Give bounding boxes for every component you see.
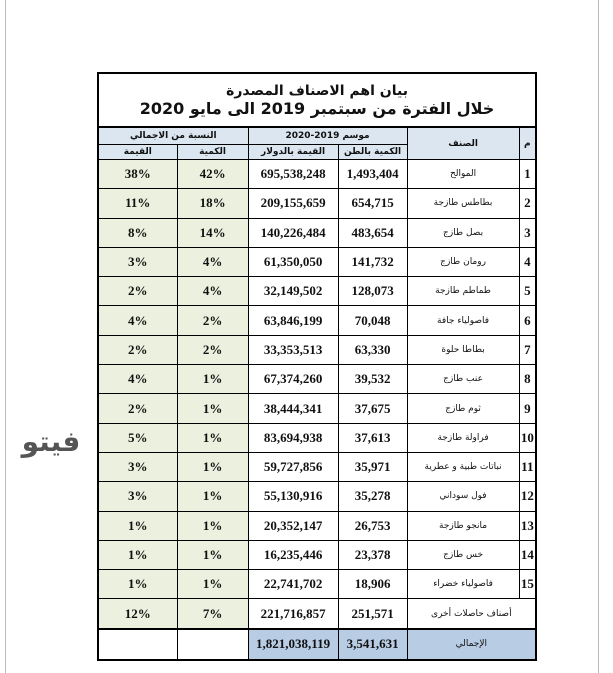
row-qty: 654,715: [338, 189, 407, 218]
row-item: فراولة طازجة: [407, 423, 519, 452]
table-title: [98, 73, 536, 127]
row-index: 13: [519, 511, 536, 540]
row-item: خس طازج: [407, 540, 519, 569]
table-row: [98, 540, 536, 569]
row-item: طماطم طازجة: [407, 277, 519, 306]
row-share-qty: 1%: [177, 540, 248, 569]
row-qty: 141,732: [338, 247, 407, 276]
row-qty: 63,330: [338, 335, 407, 364]
row-item: الموالح: [407, 160, 519, 189]
row-share-value: 4%: [98, 306, 177, 335]
row-share-qty: 1%: [177, 511, 248, 540]
watermark-logo: فيتو: [21, 425, 81, 458]
row-share-value: 5%: [98, 423, 177, 452]
row-qty: 1,493,404: [338, 160, 407, 189]
row-value: 20,352,147: [248, 511, 338, 540]
row-share-qty: 1%: [177, 423, 248, 452]
row-index: 6: [519, 306, 536, 335]
other-item: أصناف حاصلات أخرى: [407, 599, 536, 629]
row-item: بطاطا حلوة: [407, 335, 519, 364]
row-share-value: 11%: [98, 189, 177, 218]
page-edge-right: [598, 0, 599, 673]
table-row: [98, 306, 536, 335]
row-value: 59,727,856: [248, 452, 338, 481]
row-value: 32,149,502: [248, 277, 338, 306]
row-share-qty: 14%: [177, 218, 248, 247]
row-value: 67,374,260: [248, 365, 338, 394]
header-share-value: القيمة: [98, 145, 177, 160]
row-value: 16,235,446: [248, 540, 338, 569]
table-row: [98, 247, 536, 276]
row-item: فاصولياء جافة: [407, 306, 519, 335]
table-row: [98, 423, 536, 452]
row-index: 1: [519, 160, 536, 189]
header-item: الصنف: [407, 127, 519, 160]
row-share-value: 3%: [98, 452, 177, 481]
row-index: 9: [519, 394, 536, 423]
row-value: 38,444,341: [248, 394, 338, 423]
total-qty: 3,541,631: [338, 629, 407, 660]
table-row: [98, 277, 536, 306]
table-row: [98, 189, 536, 218]
row-index: 14: [519, 540, 536, 569]
title-line-1: بيان اهم الاصناف المصدرة: [226, 82, 408, 99]
table-row: [98, 218, 536, 247]
other-value: 221,716,857: [248, 599, 338, 629]
row-share-value: 8%: [98, 218, 177, 247]
row-value: 22,741,702: [248, 570, 338, 599]
header-value: القيمة بالدولار: [248, 145, 338, 160]
total-share-qty-empty: [177, 629, 248, 660]
table-row: [98, 365, 536, 394]
table-row: [98, 511, 536, 540]
other-share-qty: 7%: [177, 599, 248, 629]
row-value: 55,130,916: [248, 482, 338, 511]
row-share-qty: 42%: [177, 160, 248, 189]
row-qty: 35,971: [338, 452, 407, 481]
row-qty: 26,753: [338, 511, 407, 540]
row-item: بصل طازج: [407, 218, 519, 247]
row-share-value: 4%: [98, 365, 177, 394]
row-value: 83,694,938: [248, 423, 338, 452]
header-share: النسبة من الاجمالي: [98, 127, 248, 145]
row-share-value: 1%: [98, 570, 177, 599]
row-share-value: 2%: [98, 277, 177, 306]
exports-table: [97, 72, 537, 661]
row-index: 15: [519, 570, 536, 599]
row-value: 140,226,484: [248, 218, 338, 247]
row-index: 3: [519, 218, 536, 247]
row-item: عنب طازج: [407, 365, 519, 394]
row-index: 2: [519, 189, 536, 218]
row-item: مانجو طازجة: [407, 511, 519, 540]
row-index: 11: [519, 452, 536, 481]
row-index: 4: [519, 247, 536, 276]
row-index: 5: [519, 277, 536, 306]
row-index: 8: [519, 365, 536, 394]
row-item: نباتات طبية و عطرية: [407, 452, 519, 481]
row-qty: 37,613: [338, 423, 407, 452]
row-qty: 18,906: [338, 570, 407, 599]
row-index: 12: [519, 482, 536, 511]
header-share-qty: الكمية: [177, 145, 248, 160]
total-share-value-empty: [98, 629, 177, 660]
row-value: 695,538,248: [248, 160, 338, 189]
row-share-qty: 1%: [177, 482, 248, 511]
row-value: 209,155,659: [248, 189, 338, 218]
row-share-qty: 1%: [177, 365, 248, 394]
title-line-2: خلال الفترة من سبتمبر 2019 الى مايو 2020: [139, 98, 495, 118]
row-item: فاصولياء خضراء: [407, 570, 519, 599]
row-share-value: 3%: [98, 482, 177, 511]
row-share-qty: 2%: [177, 335, 248, 364]
total-value: 1,821,038,119: [248, 629, 338, 660]
row-value: 63,846,199: [248, 306, 338, 335]
row-share-value: 3%: [98, 247, 177, 276]
row-share-qty: 4%: [177, 247, 248, 276]
row-share-value: 1%: [98, 511, 177, 540]
row-qty: 37,675: [338, 394, 407, 423]
row-share-value: 2%: [98, 394, 177, 423]
row-qty: 23,378: [338, 540, 407, 569]
table-row: [98, 335, 536, 364]
table-row: [98, 570, 536, 599]
row-qty: 70,048: [338, 306, 407, 335]
row-item: ثوم طازج: [407, 394, 519, 423]
row-share-qty: 1%: [177, 570, 248, 599]
row-share-value: 2%: [98, 335, 177, 364]
page-edge-left: [5, 0, 6, 673]
row-qty: 35,278: [338, 482, 407, 511]
table-row: [98, 482, 536, 511]
other-share-value: 12%: [98, 599, 177, 629]
other-qty: 251,571: [338, 599, 407, 629]
table-row-total: [98, 629, 536, 660]
total-label: الإجمالي: [407, 629, 536, 660]
header-qty: الكمية بالطن: [338, 145, 407, 160]
row-value: 33,353,513: [248, 335, 338, 364]
header-season: موسم 2019-2020: [248, 127, 407, 145]
row-share-value: 1%: [98, 540, 177, 569]
row-qty: 128,073: [338, 277, 407, 306]
table-row: [98, 394, 536, 423]
row-item: رومان طازج: [407, 247, 519, 276]
row-index: 10: [519, 423, 536, 452]
row-share-value: 38%: [98, 160, 177, 189]
row-index: 7: [519, 335, 536, 364]
row-share-qty: 1%: [177, 452, 248, 481]
row-item: بطاطس طازجة: [407, 189, 519, 218]
row-share-qty: 1%: [177, 394, 248, 423]
table-row: [98, 452, 536, 481]
table-row-other: [98, 599, 536, 629]
row-share-qty: 4%: [177, 277, 248, 306]
row-value: 61,350,050: [248, 247, 338, 276]
row-qty: 483,654: [338, 218, 407, 247]
row-share-qty: 18%: [177, 189, 248, 218]
header-index: م: [519, 127, 536, 160]
table-row: [98, 160, 536, 189]
row-item: فول سوداني: [407, 482, 519, 511]
row-share-qty: 2%: [177, 306, 248, 335]
row-qty: 39,532: [338, 365, 407, 394]
